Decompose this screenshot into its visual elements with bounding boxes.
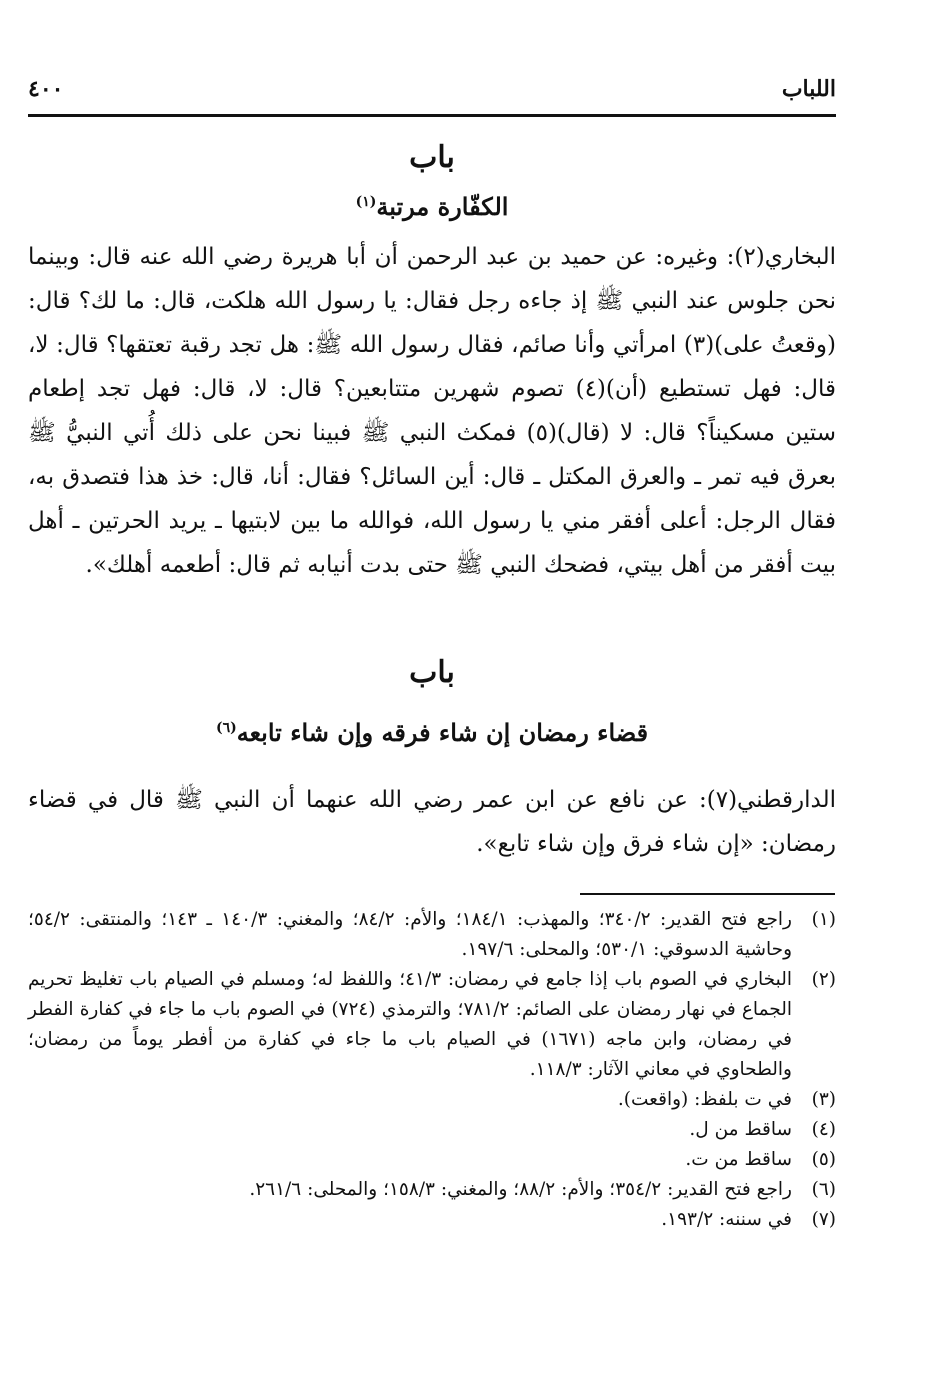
section1-heading-ref: (١) [355,194,377,210]
section2-heading [28,718,836,747]
section1-body [28,235,836,587]
footnote-text: في سننه: ١٩٣/٢. [661,1209,792,1230]
page-header [28,74,836,117]
footnote-6 [28,1175,836,1205]
footnote-text: راجع فتح القدير: ٣٤٠/٢؛ والمهذب: ١٨٤/١؛ والأم: ٨٤/٢؛ والمغني: ١٤٠/٣ ـ ١٤٣؛ والمنتقى: ٥٤/٢؛ وحاشية الدسوقي: ٥٣٠/١؛ والمحلى: ١٩٧/٦. [28,909,792,960]
footnote-number: (٦) [811,1179,836,1200]
footnote-text: ساقط من ت. [685,1149,792,1170]
footnote-number: (٢) [811,969,836,990]
footnote-separator [580,893,835,895]
footnotes [28,905,836,1235]
footnote-text: في ت بلفظ: (واقعت). [617,1089,792,1110]
footnote-7 [28,1205,836,1235]
page-number: ٤٠٠ [28,76,64,102]
section1-heading [28,192,836,221]
section2-bab: باب [409,655,455,690]
section1-heading-text: الكفّارة مرتبة [376,192,509,221]
footnote-text: ساقط من ل. [689,1119,792,1140]
footnote-number: (٧) [811,1209,836,1230]
section1-bab: باب [409,140,455,175]
section2-body [28,778,836,866]
section2-paragraph: الدارقطني(٧): عن نافع عن ابن عمر رضي الله عنهما أن النبي ﷺ قال في قضاء رمضان: «إن شاء فرق وإن شاء تابع». [28,787,836,857]
footnote-2 [28,965,836,1085]
running-title: اللباب [781,76,836,102]
footnote-text: راجع فتح القدير: ٣٥٤/٢؛ والأم: ٨٨/٢؛ والمغني: ١٥٨/٣؛ والمحلى: ٢٦١/٦. [249,1179,792,1200]
footnote-text: البخاري في الصوم باب إذا جامع في رمضان: ٤١/٣؛ واللفظ له؛ ومسلم في الصيام باب تغليظ تحريم الجماع في نهار رمضان على الصائم: ٧٨١/٢؛ والترمذي (٧٢٤) في الصوم باب ما جاء في كفارة الفطر في رمضان، وابن ماجه (١٦٧١) في الصيام باب ما جاء في كفارة من أفطر يوماً من رمضان؛ والطحاوي في معاني الآثار: ١١٨/٣. [28,969,792,1080]
section2-heading-ref: (٦) [215,720,237,736]
footnote-5 [28,1145,836,1175]
section2-heading-text: قضاء رمضان إن شاء فرقه وإن شاء تابعه [236,718,649,747]
footnote-3 [28,1085,836,1115]
footnote-1 [28,905,836,965]
footnote-number: (٥) [811,1149,836,1170]
footnote-4 [28,1115,836,1145]
footnote-number: (١) [811,909,836,930]
section1-paragraph: البخاري(٢): وغيره: عن حميد بن عبد الرحمن أن أبا هريرة رضي الله عنه قال: وبينما نحن جلوس عند النبي ﷺ إذ جاءه رجل فقال: يا رسول الله هلكت، قال: ما لك؟ قال: (وقعتُ على)(٣) امرأتي وأنا صائم، فقال رسول الله ﷺ: هل تجد رقبة تعتقها؟ قال: لا، قال: فهل تستطيع (أن)(٤) تصوم شهرين متتابعين؟ قال: لا، قال: فهل تجد إطعام ستين مسكيناً؟ قال: لا (قال)(٥) فمكث النبي ﷺ فبينا نحن على ذلك أُتي النبيُّ ﷺ بعرق فيه تمر ـ والعرق المكتل ـ قال: أين السائل؟ فقال: أنا، قال: خذ هذا فتصدق به، فقال الرجل: أعلى أفقر مني يا رسول الله، فوالله ما بين لابتيها ـ يريد الحرتين ـ أهل بيت أفقر من أهل بيتي، فضحك النبي ﷺ حتى بدت أنيابه ثم قال: أطعمه أهلك». [28,244,836,578]
footnote-number: (٣) [811,1089,836,1110]
footnote-number: (٤) [811,1119,836,1140]
